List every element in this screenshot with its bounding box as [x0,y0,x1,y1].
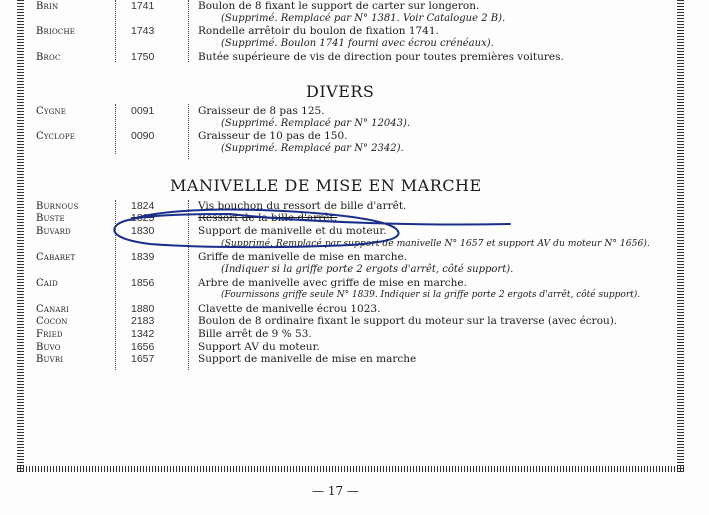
part-number: 2183 [131,315,155,327]
part-description: Support de manivelle de mise en marche [198,353,417,365]
section-title-manivelle: MANIVELLE DE MISE EN MARCHE [170,176,482,195]
part-number: 1656 [131,341,155,353]
part-number: 1750 [131,51,155,63]
part-description: Boulon de 8 fixant le support de carter sur longeron. [198,0,480,12]
part-note: (Supprimé. Boulon 1741 fourni avec écrou crénéaux). [221,38,494,49]
part-name: Brin [36,1,59,12]
part-number: 1825 [131,212,155,224]
part-name: Caid [36,278,58,289]
part-description: Bille arrêt de 9 % 53. [198,328,312,340]
part-description: Ressort de la bille d'arrêt. [198,212,338,224]
part-name: Fried [36,329,63,340]
part-description: Rondelle arrêtoir du boulon de fixation 1741. [198,25,439,37]
part-number: 1824 [131,200,155,212]
part-name: Burnous [36,201,79,212]
part-description: Boulon de 8 ordinaire fixant le support du moteur sur la traverse (avec écrou). [198,315,618,327]
part-description: Vis bouchon du ressort de bille d'arrêt. [198,200,407,212]
part-number: 1839 [131,251,155,263]
part-description: Griffe de manivelle de mise en marche. [198,251,408,263]
part-note: (Supprimé. Remplacé par support de manivelle N° 1657 et support AV du moteur N° 1656). [221,238,650,249]
part-note: (Fournissons griffe seule N° 1839. Indiquer si la griffe porte 2 ergots d'arrêt, côté support). [221,290,641,300]
part-name: Brioche [36,26,76,37]
part-name: Cygne [36,106,67,117]
part-note: (Indiquer si la griffe porte 2 ergots d'arrêt, côté support). [221,264,514,275]
part-number: 1342 [131,328,155,340]
section-title-divers: DIVERS [306,82,375,101]
part-number: 1830 [131,225,155,237]
part-name: Cocon [36,316,68,327]
part-name: Buvard [36,226,71,237]
part-number: 0090 [131,130,155,142]
part-note: (Supprimé. Remplacé par N° 12043). [221,118,411,129]
part-name: Cyclope [36,131,76,142]
part-number: 1743 [131,25,155,37]
part-name: Buvri [36,354,64,365]
part-description: Clavette de manivelle écrou 1023. [198,303,381,315]
part-name: Buste [36,213,65,224]
part-description: Arbre de manivelle avec griffe de mise en marche. [198,277,467,289]
part-name: Broc [36,52,61,63]
part-number: 0091 [131,105,155,117]
part-note: (Supprimé. Remplacé par N° 1381. Voir Catalogue 2 B). [221,13,506,24]
part-number: 1657 [131,353,155,365]
part-description: Graisseur de 10 pas de 150. [198,130,348,142]
part-description: Support AV du moteur. [198,341,320,353]
part-number: 1880 [131,303,155,315]
part-name: Canari [36,304,70,315]
part-description: Support de manivelle et du moteur. [198,225,387,237]
part-number: 1741 [131,0,155,12]
part-name: Cabaret [36,252,76,263]
part-description: Butée supérieure de vis de direction pour toutes premières voitures. [198,51,564,63]
part-name: Buvo [36,342,61,353]
part-note: (Supprimé. Remplacé par N° 2342). [221,143,404,154]
part-description: Graisseur de 8 pas 125. [198,105,325,117]
part-number: 1856 [131,277,155,289]
page-number: — 17 — [312,484,359,498]
